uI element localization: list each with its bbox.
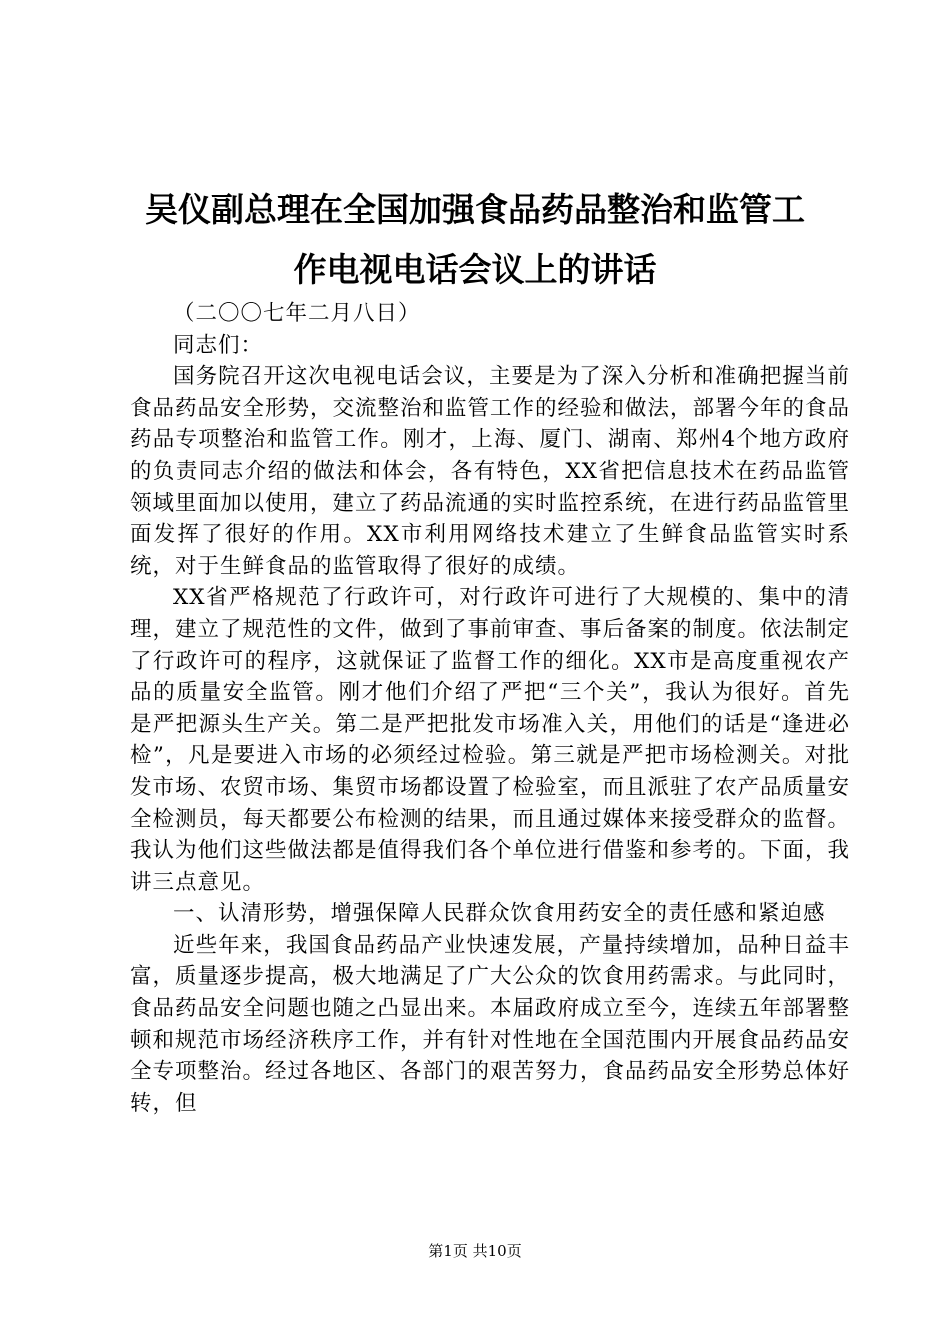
date-line: （二〇〇七年二月八日）	[173, 301, 421, 326]
document-body	[130, 298, 850, 1119]
paragraph: XX省严格规范了行政许可，对行政许可进行了大规模的、集中的清理，建立了规范性的文件，做到了事前审查、事后备案的制度。依法制定了行政许可的程序，这就保证了监督工作的细化。XX市是高度重视农产品的质量安全监管。刚才他们介绍了严把“三个关”，我认为很好。首先是严把源头生产关。第二是严把批发市场准入关，用他们的话是“逢进必检”，凡是要进入市场的必须经过检验。第三就是严把市场检测关。对批发市场、农贸市场、集贸市场都设置了检验室，而且派驻了农产品质量安全检测员，每天都要公布检测的结果，而且通过媒体来接受群众的监督。我认为他们这些做法都是值得我们各个单位进行借鉴和参考的。下面，我讲三点意见。	[130, 585, 851, 895]
section-heading: 一、认清形势，增强保障人民群众饮食用药安全的责任感和紧迫感	[173, 901, 826, 927]
document-title-line-2: 作电视电话会议上的讲话	[293, 250, 657, 289]
paragraph: 国务院召开这次电视电话会议，主要是为了深入分析和准确把握当前食品药品安全形势，交流整治和监管工作的经验和做法，部署今年的食品药品专项整治和监管工作。刚才，上海、厦门、湖南、郑州4个地方政府的负责同志介绍的做法和体会，各有特色，XX省把信息技术在药品监管领域里面加以使用，建立了药品流通的实时监控系统，在进行药品监管里面发挥了很好的作用。XX市利用网络技术建立了生鲜食品监管实时系统，对于生鲜食品的监管取得了很好的成绩。	[130, 364, 851, 579]
page-footer: 第1页 共10页	[428, 1242, 522, 1260]
paragraph: 近些年来，我国食品药品产业快速发展，产量持续增加，品种日益丰富，质量逐步提高，极大地满足了广大公众的饮食用药需求。与此同时，食品药品安全问题也随之凸显出来。本届政府成立至今，连续五年部署整顿和规范市场经济秩序工作，并有针对性地在全国范围内开展食品药品安全专项整治。经过各地区、各部门的艰苦努力，食品药品安全形势总体好转，但	[130, 932, 851, 1116]
salutation: 同志们：	[173, 332, 264, 358]
document-title-line-1: 吴仪副总理在全国加强食品药品整治和监管工	[145, 190, 805, 229]
